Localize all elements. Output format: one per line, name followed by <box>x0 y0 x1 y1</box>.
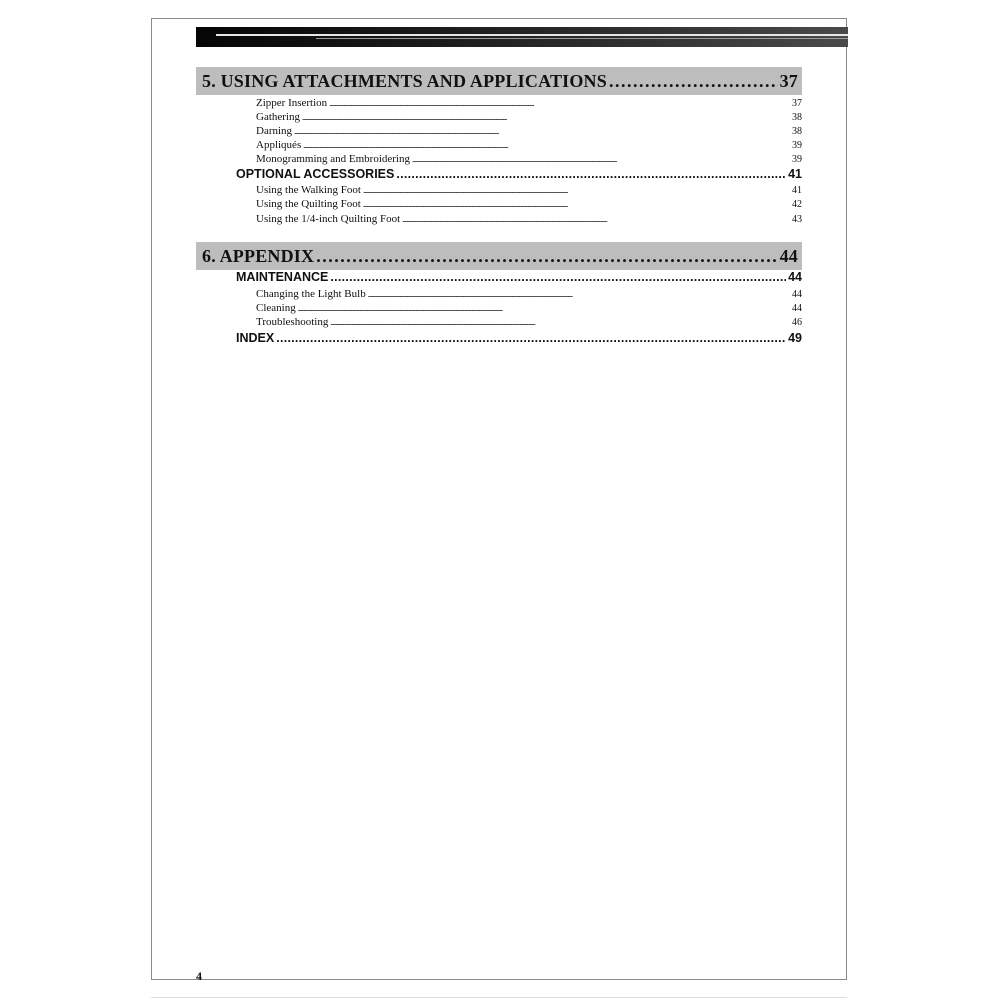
entry-page-number: 44 <box>792 289 802 300</box>
entry-page-number: 39 <box>792 140 802 151</box>
toc-entry[interactable] <box>256 97 802 111</box>
entry-title: Using the 1/4-inch Quilting Foot <box>256 213 401 225</box>
section-page-number: 44 <box>788 270 802 284</box>
entry-title: Using the Walking Foot <box>256 184 361 196</box>
entry-title: Darning <box>256 125 293 137</box>
entry-title: Using the Quilting Foot <box>256 198 361 210</box>
entry-page-number: 38 <box>792 126 802 137</box>
entry-page-number: 42 <box>792 199 802 210</box>
dot-leader <box>316 246 777 267</box>
toc-entry[interactable] <box>256 213 802 227</box>
entry-title: Cleaning <box>256 302 296 314</box>
toc-entry[interactable] <box>256 316 802 330</box>
entry-page-number: 41 <box>792 185 802 196</box>
toc-entry[interactable] <box>256 111 802 125</box>
toc-section-index[interactable] <box>236 331 802 347</box>
document-page <box>151 18 847 983</box>
section-page-number: 49 <box>788 331 802 345</box>
dot-leader <box>609 71 778 92</box>
entry-page-number: 38 <box>792 112 802 123</box>
entry-title: Gathering <box>256 111 300 123</box>
entry-title: Zipper Insertion <box>256 97 328 109</box>
section-title: INDEX <box>236 331 275 345</box>
page-number: 4 <box>196 969 202 983</box>
chapter-page-number: 44 <box>779 245 798 266</box>
toc-entry[interactable] <box>256 153 802 167</box>
entry-page-number: 39 <box>792 154 802 165</box>
section-title: OPTIONAL ACCESSORIES <box>236 167 395 181</box>
chapter-page-number: 37 <box>779 70 798 91</box>
toc-entry[interactable] <box>256 125 802 139</box>
toc-chapter-6[interactable] <box>196 242 802 270</box>
toc-entry[interactable] <box>256 198 802 212</box>
entry-title: Changing the Light Bulb <box>256 288 366 300</box>
entry-title: Appliqués <box>256 139 302 151</box>
bottom-divider <box>151 997 847 998</box>
toc-entry[interactable] <box>256 288 802 302</box>
entry-page-number: 43 <box>792 214 802 225</box>
entry-title: Monogramming and Embroidering <box>256 153 410 165</box>
entry-page-number: 46 <box>792 317 802 328</box>
section-title: MAINTENANCE <box>236 270 329 284</box>
toc-section-optional-accessories[interactable] <box>236 167 802 183</box>
toc-entry[interactable] <box>256 184 802 198</box>
toc-entry[interactable] <box>256 139 802 153</box>
header-bar <box>196 27 848 47</box>
toc-section-maintenance[interactable] <box>236 270 802 286</box>
chapter-title: 6. APPENDIX <box>202 245 315 266</box>
toc-entry[interactable] <box>256 302 802 316</box>
entry-page-number: 44 <box>792 303 802 314</box>
section-page-number: 41 <box>788 167 802 181</box>
entry-page-number: 37 <box>792 98 802 109</box>
chapter-title: 5. USING ATTACHMENTS AND APPLICATIONS <box>202 70 607 91</box>
toc-chapter-5[interactable] <box>196 67 802 95</box>
entry-title: Troubleshooting <box>256 316 329 328</box>
